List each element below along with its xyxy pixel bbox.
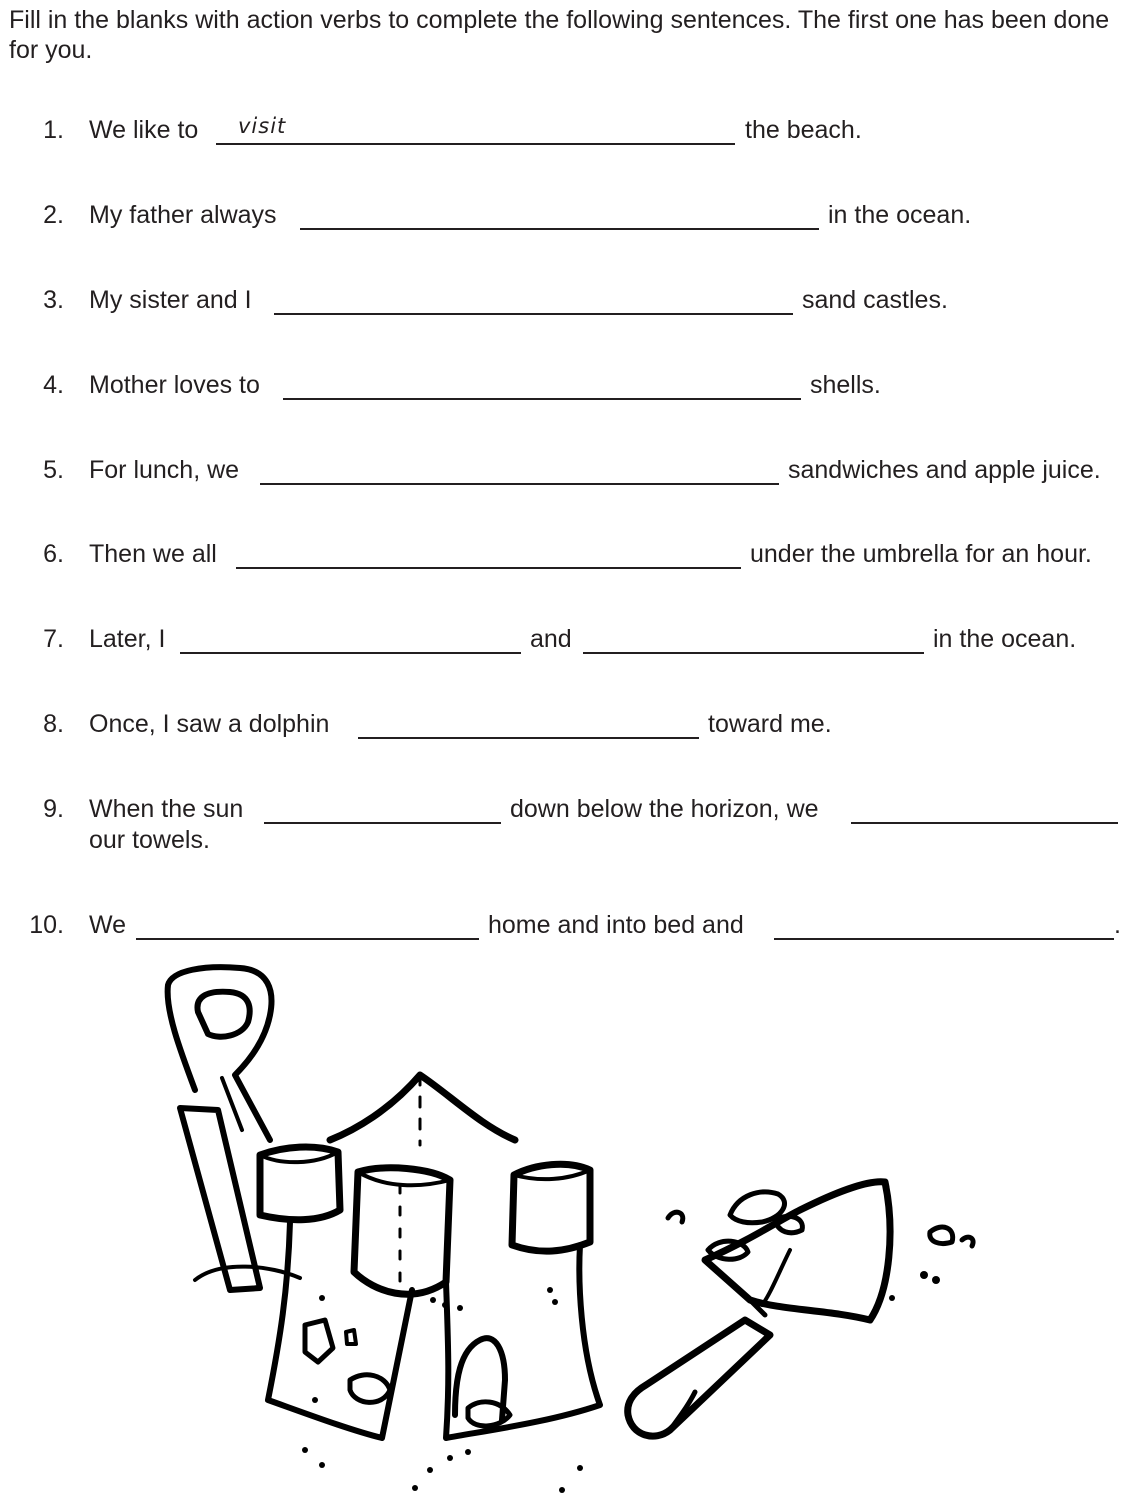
sand-dots xyxy=(302,1271,940,1493)
sentence-text: Mother loves to xyxy=(89,371,260,399)
sentence-text: under the umbrella for an hour. xyxy=(750,540,1092,568)
question-number: 10. xyxy=(29,911,64,939)
sentence-text: the beach. xyxy=(745,116,862,144)
sentence-text: When the sun xyxy=(89,795,244,823)
sentence-text: We like to xyxy=(89,116,199,144)
question-3 xyxy=(0,285,1130,355)
question-6 xyxy=(0,539,1130,609)
sentence-text: our towels. xyxy=(89,826,210,854)
answer-blank[interactable] xyxy=(583,652,924,654)
sentence-text: Once, I saw a dolphin xyxy=(89,710,330,738)
shovel-icon xyxy=(168,967,300,1290)
sentence-text: Later, I xyxy=(89,625,166,653)
sentence-text: and xyxy=(530,625,572,653)
sentence-text: in the ocean. xyxy=(933,625,1077,653)
answer-blank[interactable] xyxy=(851,822,1118,824)
question-2 xyxy=(0,200,1130,270)
answer-blank[interactable] xyxy=(216,143,735,145)
question-number: 9. xyxy=(43,795,64,823)
question-number: 3. xyxy=(43,286,64,314)
sentence-text: in the ocean. xyxy=(828,201,972,229)
answer-blank[interactable] xyxy=(264,822,501,824)
beach-illustration xyxy=(150,960,990,1500)
answer-blank[interactable] xyxy=(300,228,819,230)
sentence-text: down below the horizon, we xyxy=(510,795,819,823)
question-1 xyxy=(0,115,1130,185)
answer-blank[interactable] xyxy=(260,483,779,485)
sentence-text: shells. xyxy=(810,371,881,399)
answer-blank[interactable] xyxy=(274,313,793,315)
answer-blank[interactable] xyxy=(358,737,699,739)
answer-blank[interactable] xyxy=(236,567,741,569)
question-7 xyxy=(0,624,1130,694)
question-8 xyxy=(0,709,1130,779)
answer-blank[interactable] xyxy=(136,938,479,940)
example-answer: visit xyxy=(238,114,287,138)
sentence-text: We xyxy=(89,911,127,939)
answer-blank[interactable] xyxy=(774,938,1114,940)
sentence-text: My sister and I xyxy=(89,286,252,314)
sand-castle-icon xyxy=(260,1075,600,1438)
question-number: 8. xyxy=(43,710,64,738)
question-number: 2. xyxy=(43,201,64,229)
sentence-text: Then we all xyxy=(89,540,217,568)
instructions: Fill in the blanks with action verbs to complete the following sentences. The first one has been done for you. xyxy=(9,6,1110,64)
question-9 xyxy=(0,794,1130,864)
sentence-text: . xyxy=(1114,911,1121,939)
question-number: 6. xyxy=(43,540,64,568)
answer-blank[interactable] xyxy=(283,398,801,400)
sentence-text: sand castles. xyxy=(802,286,948,314)
sentence-text: For lunch, we xyxy=(89,456,240,484)
sentence-text: sandwiches and apple juice. xyxy=(788,456,1101,484)
question-number: 7. xyxy=(43,625,64,653)
sentence-text: My father always xyxy=(89,201,277,229)
question-number: 5. xyxy=(43,456,64,484)
question-5 xyxy=(0,455,1130,525)
question-number: 1. xyxy=(43,116,64,144)
sentence-text: toward me. xyxy=(708,710,832,738)
sentence-text: home and into bed and xyxy=(488,911,744,939)
question-number: 4. xyxy=(43,371,64,399)
answer-blank[interactable] xyxy=(180,652,521,654)
question-4 xyxy=(0,370,1130,440)
